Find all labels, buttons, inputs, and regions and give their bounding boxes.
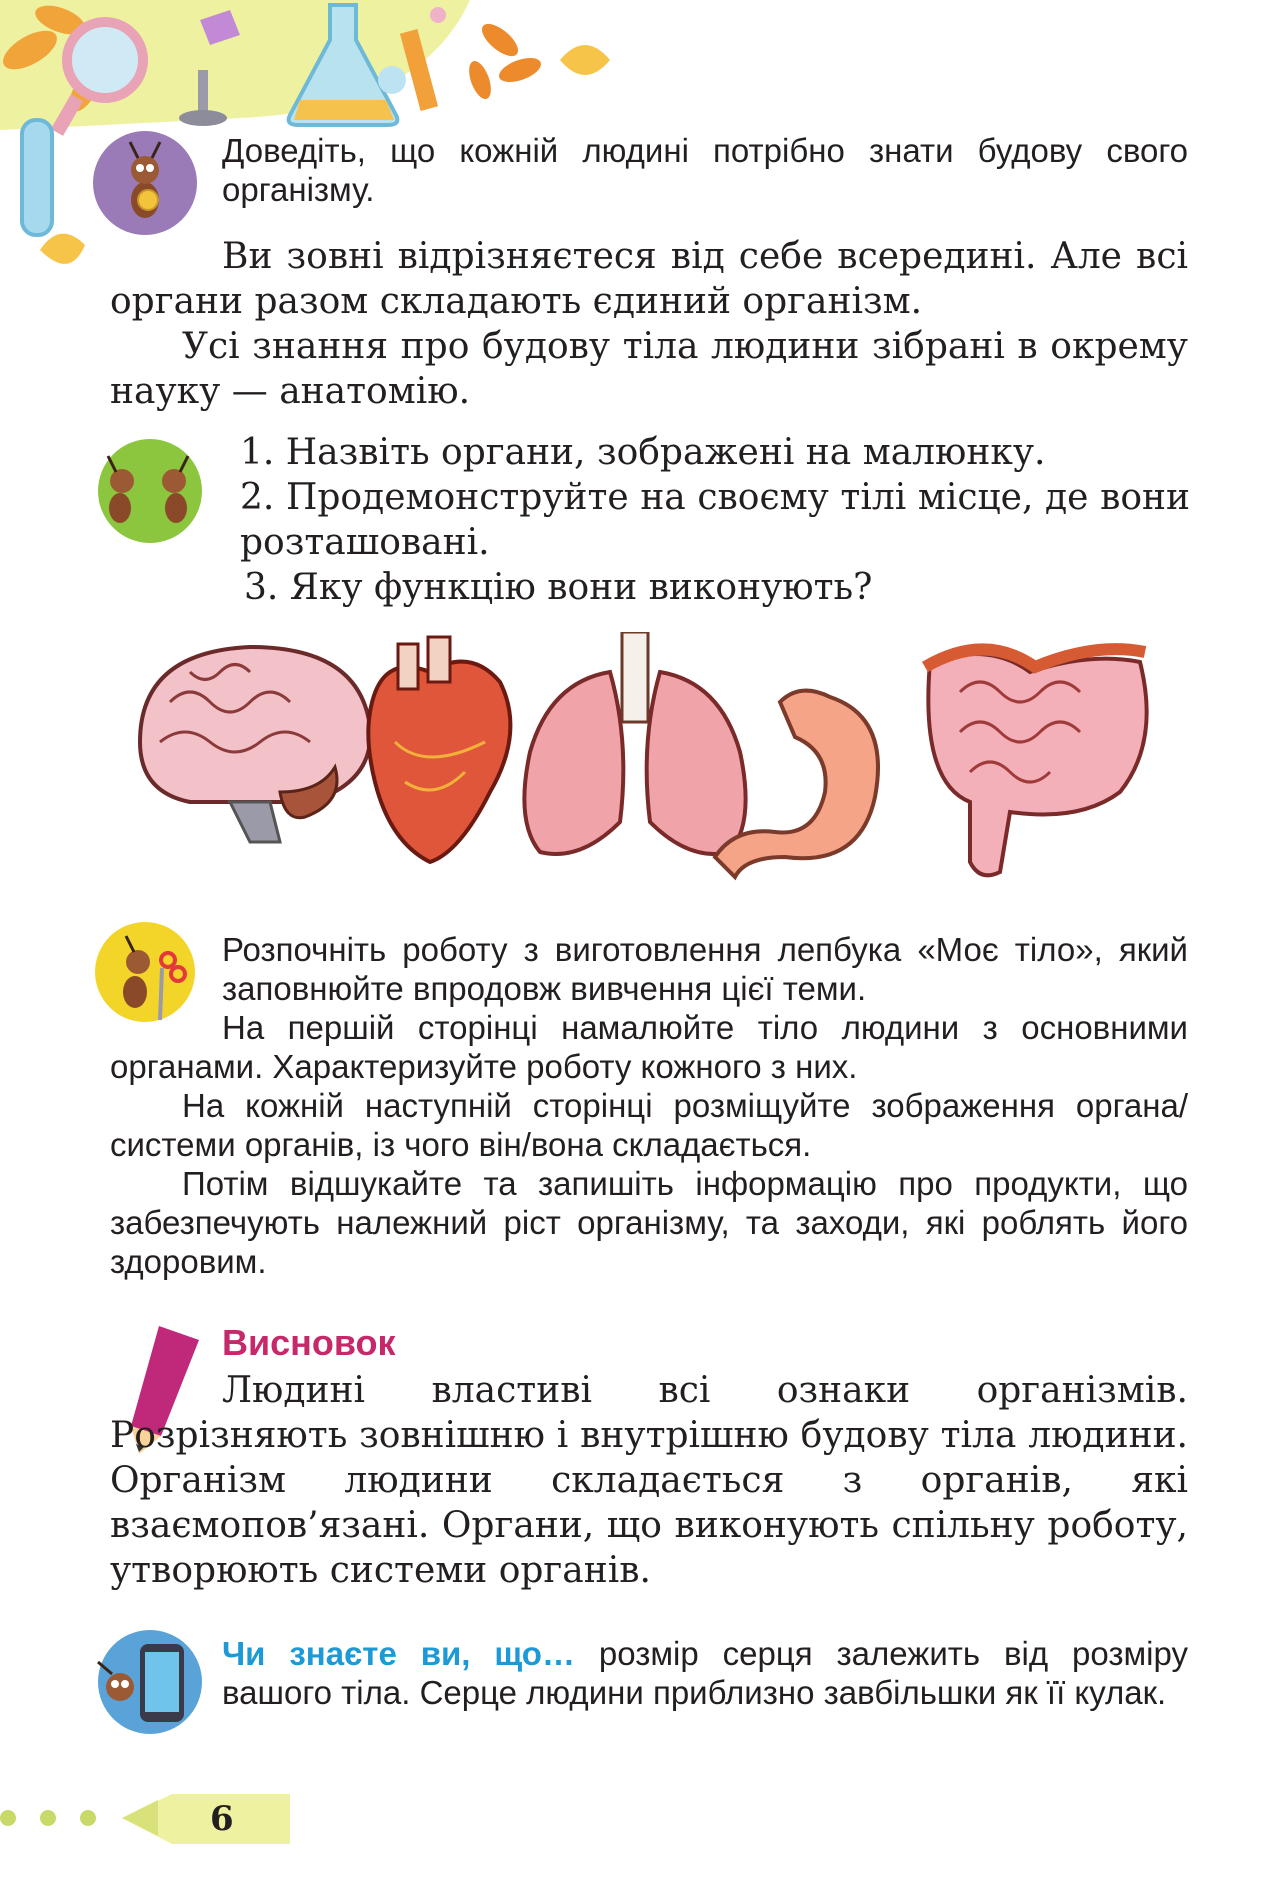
did-you-know-text: розмір серця залежить від розміру вашого тіла. Серце людини приблизно завбільшки як її кулак. [222,1635,1188,1711]
intro-question: Доведіть, що кожній людині потрібно знати будову свого організму. [222,132,1188,208]
conclusion-heading: Висновок [222,1322,396,1363]
project-text [110,930,1188,1281]
task-item-2: 2. Продемонструйте на своєму тілі місце, де вони розташовані. [240,477,1190,563]
conclusion-text: Людині властиві всі ознаки організмів. Розрізняють зовнішню і внутрішню будову тіла людини. Організм людини складається з органів, які взаємопов’язані. Органи, що виконують спільну роботу, утворюють системи органів. [110,1370,1188,1591]
main-paragraph-1: Ви зовні відрізняєтеся від себе всередині. Але всі органи разом складають єдиний організм. [110,236,1188,322]
ants-discussion-icon [86,436,206,546]
page-footer [0,1786,290,1856]
intestines-image [925,649,1147,875]
organs-illustration [130,632,1160,882]
task-list [240,430,1190,610]
page-number: 6 [210,1799,234,1839]
did-you-know-block [222,1634,1188,1712]
ant-phone-icon [80,1622,210,1742]
project-paragraph-1: Розпочніть роботу з виготовлення лепбука «Моє тіло», який заповнюйте впродовж вивчення цієї теми. [222,931,1188,1007]
ant-thinking-icon [90,128,200,238]
heart-image [368,637,510,862]
project-paragraph-4: Потім відшукайте та запишіть інформацію про продукти, що забезпечують належний ріст організму, та заходи, які роблять його здоровим. [110,1165,1188,1280]
project-paragraph-3: На кожній наступній сторінці розміщуйте зображення органа/системи органів, із чого він/вона складається. [110,1087,1188,1163]
project-paragraph-2: На першій сторінці намалюйте тіло людини з основними органами. Характеризуйте роботу кожного з них. [110,1009,1188,1085]
did-you-know-lead: Чи знаєте ви, що… [222,1635,575,1672]
main-paragraph-2: Усі знання про будову тіла людини зібрані в окрему науку — анатомію. [110,326,1188,412]
lungs-image [524,632,745,854]
main-text [110,234,1188,414]
task-item-3: 3. Яку функцію вони виконують? [244,567,873,608]
brain-image [140,647,370,842]
task-item-1: 1. Назвіть органи, зображені на малюнку. [240,432,1046,473]
